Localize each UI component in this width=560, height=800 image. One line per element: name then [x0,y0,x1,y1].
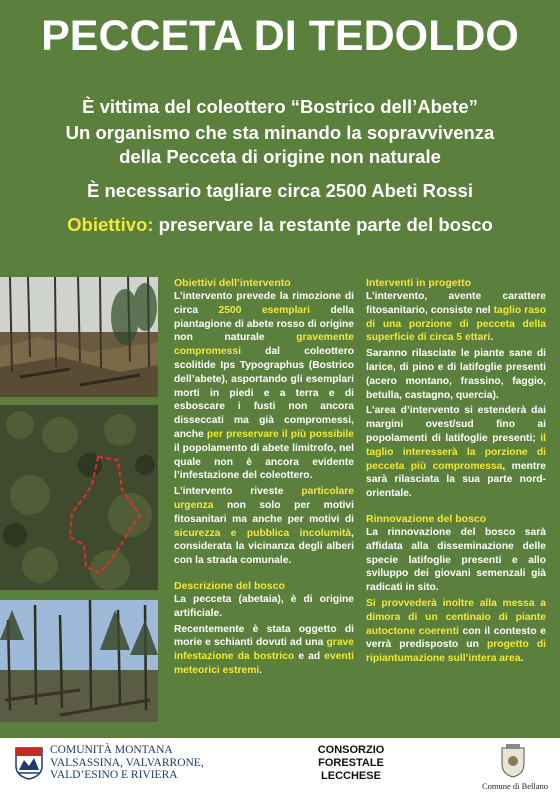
interventi-paragraph-1 [366,290,546,345]
highlight-span: eventi meteorici estremi [174,651,354,676]
column-interventi [366,276,546,668]
highlight-span: grave infestazione da bostrico [174,637,354,663]
interventi-paragraph-2: Saranno rilasciate le piante sane di larice, di pino e di latifoglie presenti (acero montano, frassino, faggio, betulla, castagno, quercia). [366,348,546,401]
text-span: e ad [294,651,325,663]
comunita-montana-name [50,744,204,782]
text-span: il popolamento di abete limitrofo, nel quale non è ancora evidente l’infestazione del coleottero. [174,442,354,482]
headline-tagliare: È necessario tagliare circa 2500 Abeti Rossi [87,180,473,201]
highlight-span: Si provvederà inoltre alla messa a dimora di un centinaio di piante autoctone coerenti [366,597,546,637]
forest-photo-2 [0,600,158,722]
descrizione-heading: Descrizione del bosco [174,579,285,592]
text-span: L’intervento, avente carattere fitosanitario, consiste nel [366,291,546,316]
text-span: con il contesto e verrà predisposto un [366,625,546,651]
aerial-photo-area [0,405,158,590]
text-span: L’intervento prevede la rimozione di circa [174,291,354,316]
obiettivi-paragraph-2 [174,485,354,568]
cons-line: LECCHESE [321,770,381,782]
highlight-span: taglio raso di una porzione di pecceta della superficie di circa 5 ettari [366,304,546,344]
headline-organismo: Un organismo che sta minando la sopravvivenza [65,122,495,143]
cm-line: COMUNITÀ MONTANA [50,744,173,756]
obiettivi-heading: Obiettivi dell’intervento [174,277,291,289]
text-span: , mentre sarà rilasciata la sua parte nord-orientale. [366,460,546,500]
consorzio-forestale-logo [296,744,406,783]
comunita-montana-logo-icon [14,746,44,780]
text-span: . [259,664,263,676]
comune-crest-icon [498,744,528,778]
highlight-span: progetto di ripiantumazione sull’intera area [366,639,546,665]
highlight-span: gravemente compromessi [174,332,354,358]
obiettivo-text: preservare la restante parte del bosco [153,214,493,235]
text-span: della piantagione di abete rosso di origine non naturale [174,304,354,344]
headline-pecceta: della Pecceta di origine non naturale [119,146,441,167]
cm-line: VALD’ESINO E RIVIERA [50,769,178,781]
cm-line: VALSASSINA, VALVARRONE, [50,756,204,769]
interventi-paragraph-3 [366,404,546,501]
text-span: L’area d’intervento si estenderà dai margini ovest/sud fino ai popolamenti di latifoglie presenti; [366,405,546,444]
rinnovazione-paragraph-1: La rinnovazione del bosco sarà affidata alla disseminazione delle specie latifoglie presenti e allo sviluppo dei giovani semenzali già radicati in sito. [366,526,546,594]
highlight-span: sicurezza e pubblica incolumità [174,527,352,539]
descrizione-paragraph-2 [174,623,354,678]
text-span: dal coleottero scolitide Ips Typographus (Bostrico dell’abete), asportando gli esemplari morti in piedi e a terra e di esboscare i fusti non ancora disseccati ma già compromessi, anche [174,346,354,440]
rinnovazione-paragraph-2 [366,597,546,666]
highlight-span: 2500 esemplari [218,304,311,316]
highlight-span: il taglio interesserà la porzione di pecceta più compromessa [366,432,546,472]
cons-line: FORESTALE [318,757,384,769]
text-span: . [490,332,494,344]
headline-bostrico: È vittima del coleottero “Bostrico dell’Abete” [82,96,478,117]
cons-line: CONSORZIO [317,744,385,756]
forest-photo-1 [0,277,158,397]
headline-obiettivo [0,214,560,236]
footer [0,738,560,800]
obiettivo-label: Obiettivo: [67,214,154,235]
obiettivi-paragraph-1 [174,290,354,483]
comune-name: Comune di Bellano [481,781,549,791]
text-span: L’intervento riveste [174,486,302,498]
highlight-span: particolare urgenza [174,486,354,511]
interventi-heading: Interventi in progetto [366,277,471,289]
text-span: Recentemente è stata oggetto di morie e schianti dovuti ad una [174,623,354,649]
text-span: . [520,653,524,665]
column-obiettivi [174,276,354,680]
rinnovazione-heading: Rinnovazione del bosco [366,512,487,525]
poster-title: PECCETA DI TEDOLDO [41,12,519,60]
descrizione-paragraph-1: La pecceta (abetaia), è di origine artificiale. [174,593,354,619]
highlight-span: per preservare il più possibile [206,428,355,440]
text-span: , considerata la vicinanza degli alberi con la strada comunale. [174,527,354,567]
text-span: non solo per motivi fitosanitari ma anche per motivi di [174,499,354,525]
